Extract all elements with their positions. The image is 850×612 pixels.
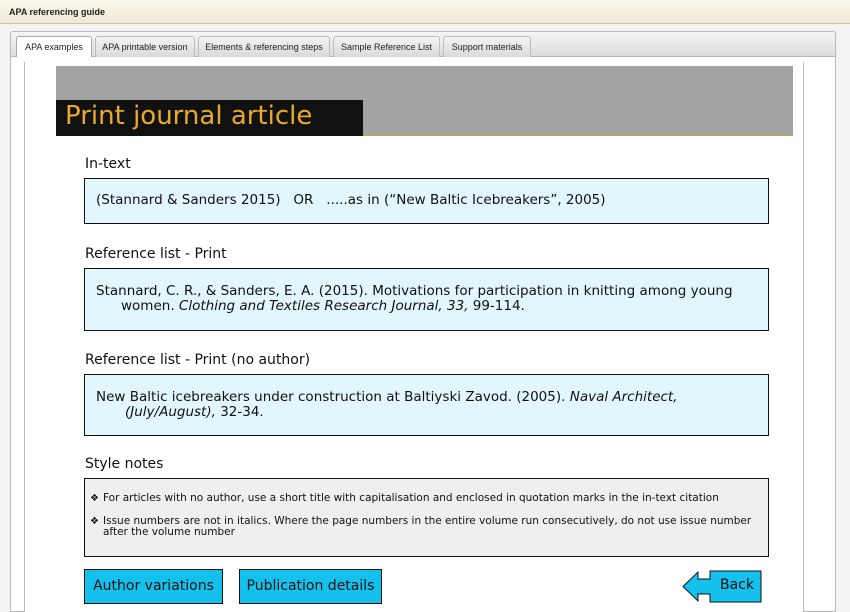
reference-no-author-title: New Baltic icebreakers under construction at Baltiyski Zavod. (2005). (96, 389, 570, 405)
back-button-label: Back (720, 577, 754, 593)
style-note-text: For articles with no author, use a short title with capitalisation and enclosed in quotation marks in the in-text citation (103, 492, 719, 504)
reference-print-heading: Reference list - Print (85, 246, 227, 262)
reference-print-box (84, 268, 769, 331)
reference-no-author-line2 (96, 405, 768, 420)
tab-support-materials[interactable]: Support materials (443, 36, 531, 57)
tab-elements-referencing-steps[interactable]: Elements & referencing steps (198, 36, 330, 57)
reference-no-author-box (84, 374, 769, 436)
reference-no-author-line1 (96, 389, 678, 405)
window-title: APA referencing guide (0, 0, 850, 24)
tab-sample-reference-list[interactable]: Sample Reference List (333, 36, 440, 57)
style-notes-heading: Style notes (85, 456, 164, 472)
in-text-example: (Stannard & Sanders 2015) OR .....as in (“New Baltic Icebreakers”, 2005) (96, 192, 606, 208)
reference-no-author-heading: Reference list - Print (no author) (85, 352, 311, 368)
reference-no-author-pages: 32-34. (215, 404, 264, 420)
tab-apa-printable-version[interactable]: APA printable version (95, 36, 195, 57)
diamond-bullet-icon: ❖ (90, 493, 99, 504)
back-button[interactable] (682, 570, 762, 603)
style-note-item (90, 516, 760, 539)
diamond-bullet-icon: ❖ (90, 515, 99, 527)
style-note-item (90, 493, 760, 505)
reference-print-author-cont: women. (121, 298, 179, 314)
page-title: Print journal article (56, 100, 363, 136)
in-text-heading: In-text (85, 156, 131, 172)
style-note-text: Issue numbers are not in italics. Where the page numbers in the entire volume run consecutively, do not use issue number after the volume number (103, 514, 752, 538)
tab-bar (10, 31, 836, 57)
reference-print-journal: Clothing and Textiles Research Journal, 33, (178, 298, 469, 314)
reference-print-pages: 99-114. (468, 298, 525, 314)
reference-print-line1: Stannard, C. R., & Sanders, E. A. (2015). Motivations for participation in knitting among young (96, 283, 733, 299)
in-text-example-box (84, 178, 769, 224)
tab-apa-examples[interactable]: APA examples (16, 36, 92, 58)
publication-details-button[interactable]: Publication details (239, 569, 382, 604)
reference-no-author-issue: (July/August), (125, 404, 216, 420)
reference-no-author-journal: Naval Architect, (569, 389, 678, 405)
style-notes-box (84, 478, 769, 557)
reference-print-line2 (96, 299, 768, 314)
author-variations-button[interactable]: Author variations (84, 569, 223, 604)
